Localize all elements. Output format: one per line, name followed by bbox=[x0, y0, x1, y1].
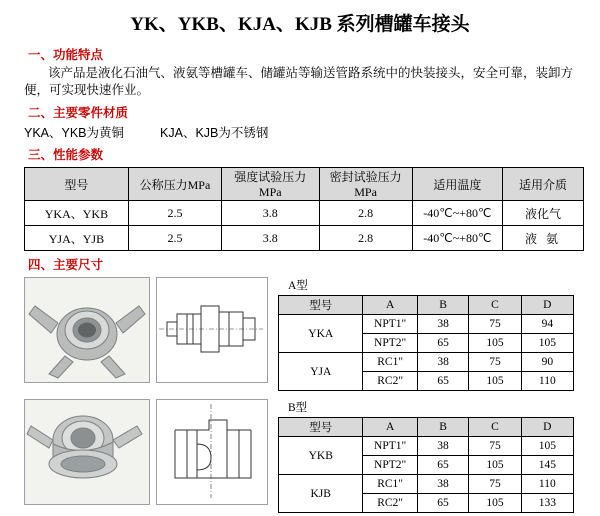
dim-a-header-4: D bbox=[521, 296, 573, 315]
perf-r1-c0: YJA、YJB bbox=[25, 226, 129, 251]
perf-header-1: 公称压力MPa bbox=[128, 168, 221, 201]
dim-a-r0-c2: 38 bbox=[417, 315, 469, 334]
dim-b-r2-c4: 110 bbox=[521, 475, 573, 494]
dim-b-header-3: C bbox=[469, 418, 521, 437]
dim-b-r3-c3: 105 bbox=[469, 494, 521, 513]
dim-b-r0-c2: 38 bbox=[417, 437, 469, 456]
perf-r1-c5: 液 氨 bbox=[503, 226, 584, 251]
dim-a-r0-c3: 75 bbox=[469, 315, 521, 334]
dim-b-r0-c3: 75 bbox=[469, 437, 521, 456]
dim-a-r3-c2: 65 bbox=[417, 372, 469, 391]
dim-a-r3-c3: 105 bbox=[469, 372, 521, 391]
dim-a-header-3: C bbox=[469, 296, 521, 315]
dim-b-r3-c2: 65 bbox=[417, 494, 469, 513]
perf-header-2: 强度试验压力MPa bbox=[222, 168, 320, 201]
perf-r0-c2: 3.8 bbox=[222, 201, 320, 226]
coupling-drawing-a bbox=[156, 277, 268, 383]
perf-r0-c1: 2.5 bbox=[128, 201, 221, 226]
perf-header-5: 适用介质 bbox=[503, 168, 584, 201]
table-row bbox=[25, 226, 584, 251]
dim-b-r2-c3: 75 bbox=[469, 475, 521, 494]
dim-b-r1-c2: 65 bbox=[417, 456, 469, 475]
dimension-row-a bbox=[10, 277, 590, 391]
dim-a-r1-c2: 65 bbox=[417, 334, 469, 353]
page-title: YK、YKB、KJA、KJB 系列槽罐车接头 bbox=[130, 14, 470, 35]
table-header-row bbox=[279, 296, 574, 315]
dim-b-r0-c1: NPT1" bbox=[363, 437, 417, 456]
coupling-photo-a bbox=[24, 277, 150, 383]
dim-b-r1-c4: 145 bbox=[521, 456, 573, 475]
table-row bbox=[279, 475, 574, 494]
coupling-photo-b bbox=[24, 399, 150, 505]
dimension-row-b bbox=[10, 399, 590, 513]
dim-b-header-2: B bbox=[417, 418, 469, 437]
dimension-table-b bbox=[278, 417, 574, 513]
table-row bbox=[279, 315, 574, 334]
dim-a-header-2: B bbox=[417, 296, 469, 315]
dimensions-section bbox=[10, 277, 590, 513]
dim-a-r1-c1: NPT2" bbox=[363, 334, 417, 353]
perf-r0-c3: 2.8 bbox=[319, 201, 412, 226]
material-left: YKA、YKB为黄铜 bbox=[24, 126, 125, 140]
table-row bbox=[279, 353, 574, 372]
perf-r1-c4: -40℃~+80℃ bbox=[412, 226, 502, 251]
dim-b-r2-c1: RC1" bbox=[363, 475, 417, 494]
perf-r0-c4: -40℃~+80℃ bbox=[412, 201, 502, 226]
features-paragraph: 该产品是液化石油气、液氨等槽罐车、储罐站等输送管路系统中的快装接头，安全可靠，装卸方便，可实现快速作业。 bbox=[24, 66, 574, 97]
table-row bbox=[279, 437, 574, 456]
dim-a-r3-c4: 110 bbox=[521, 372, 573, 391]
table-row bbox=[25, 201, 584, 226]
perf-header-3: 密封试验压力MPa bbox=[319, 168, 412, 201]
dimension-block-b bbox=[278, 399, 574, 513]
perf-r0-c0: YKA、YKB bbox=[25, 201, 129, 226]
dim-a-header-0: 型号 bbox=[279, 296, 363, 315]
dimension-block-a bbox=[278, 277, 574, 391]
dim-b-r1-c1: NPT2" bbox=[363, 456, 417, 475]
dim-b-r3-c4: 133 bbox=[521, 494, 573, 513]
dim-b-r3-c1: RC2" bbox=[363, 494, 417, 513]
dim-b-header-4: D bbox=[521, 418, 573, 437]
dim-b-r1-c3: 105 bbox=[469, 456, 521, 475]
perf-r1-c2: 3.8 bbox=[222, 226, 320, 251]
material-right: KJA、KJB为不锈钢 bbox=[160, 126, 269, 140]
dim-b-r0-model: YKB bbox=[279, 437, 363, 475]
perf-r1-c3: 2.8 bbox=[319, 226, 412, 251]
dim-a-r0-c1: NPT1" bbox=[363, 315, 417, 334]
dim-a-r1-c4: 105 bbox=[521, 334, 573, 353]
dimension-label-a: A型 bbox=[288, 280, 308, 292]
dim-a-r2-model: YJA bbox=[279, 353, 363, 391]
perf-header-4: 适用温度 bbox=[412, 168, 502, 201]
dim-a-header-1: A bbox=[363, 296, 417, 315]
dim-a-r2-c4: 90 bbox=[521, 353, 573, 372]
dimension-table-a bbox=[278, 295, 574, 391]
dimension-label-b: B型 bbox=[288, 402, 308, 414]
dim-a-r0-model: YKA bbox=[279, 315, 363, 353]
dim-b-r2-model: KJB bbox=[279, 475, 363, 513]
perf-r0-c5: 液化气 bbox=[503, 201, 584, 226]
table-header-row bbox=[279, 418, 574, 437]
coupling-drawing-b bbox=[156, 399, 268, 505]
dim-a-r2-c2: 38 bbox=[417, 353, 469, 372]
section-heading-material: 二、主要零件材质 bbox=[28, 106, 129, 120]
section-heading-features: 一、功能特点 bbox=[28, 48, 104, 62]
material-line bbox=[24, 123, 590, 141]
dim-b-header-1: A bbox=[363, 418, 417, 437]
table-header-row bbox=[25, 168, 584, 201]
perf-header-0: 型号 bbox=[25, 168, 129, 201]
dim-b-r2-c2: 38 bbox=[417, 475, 469, 494]
performance-table bbox=[24, 167, 584, 251]
dim-b-r0-c4: 105 bbox=[521, 437, 573, 456]
dim-a-r0-c4: 94 bbox=[521, 315, 573, 334]
dim-b-header-0: 型号 bbox=[279, 418, 363, 437]
dim-a-r3-c1: RC2" bbox=[363, 372, 417, 391]
dim-a-r2-c1: RC1" bbox=[363, 353, 417, 372]
section-heading-performance: 三、性能参数 bbox=[28, 148, 104, 162]
dim-a-r1-c3: 105 bbox=[469, 334, 521, 353]
perf-r1-c1: 2.5 bbox=[128, 226, 221, 251]
dim-a-r2-c3: 75 bbox=[469, 353, 521, 372]
section-heading-dimensions: 四、主要尺寸 bbox=[28, 258, 104, 272]
